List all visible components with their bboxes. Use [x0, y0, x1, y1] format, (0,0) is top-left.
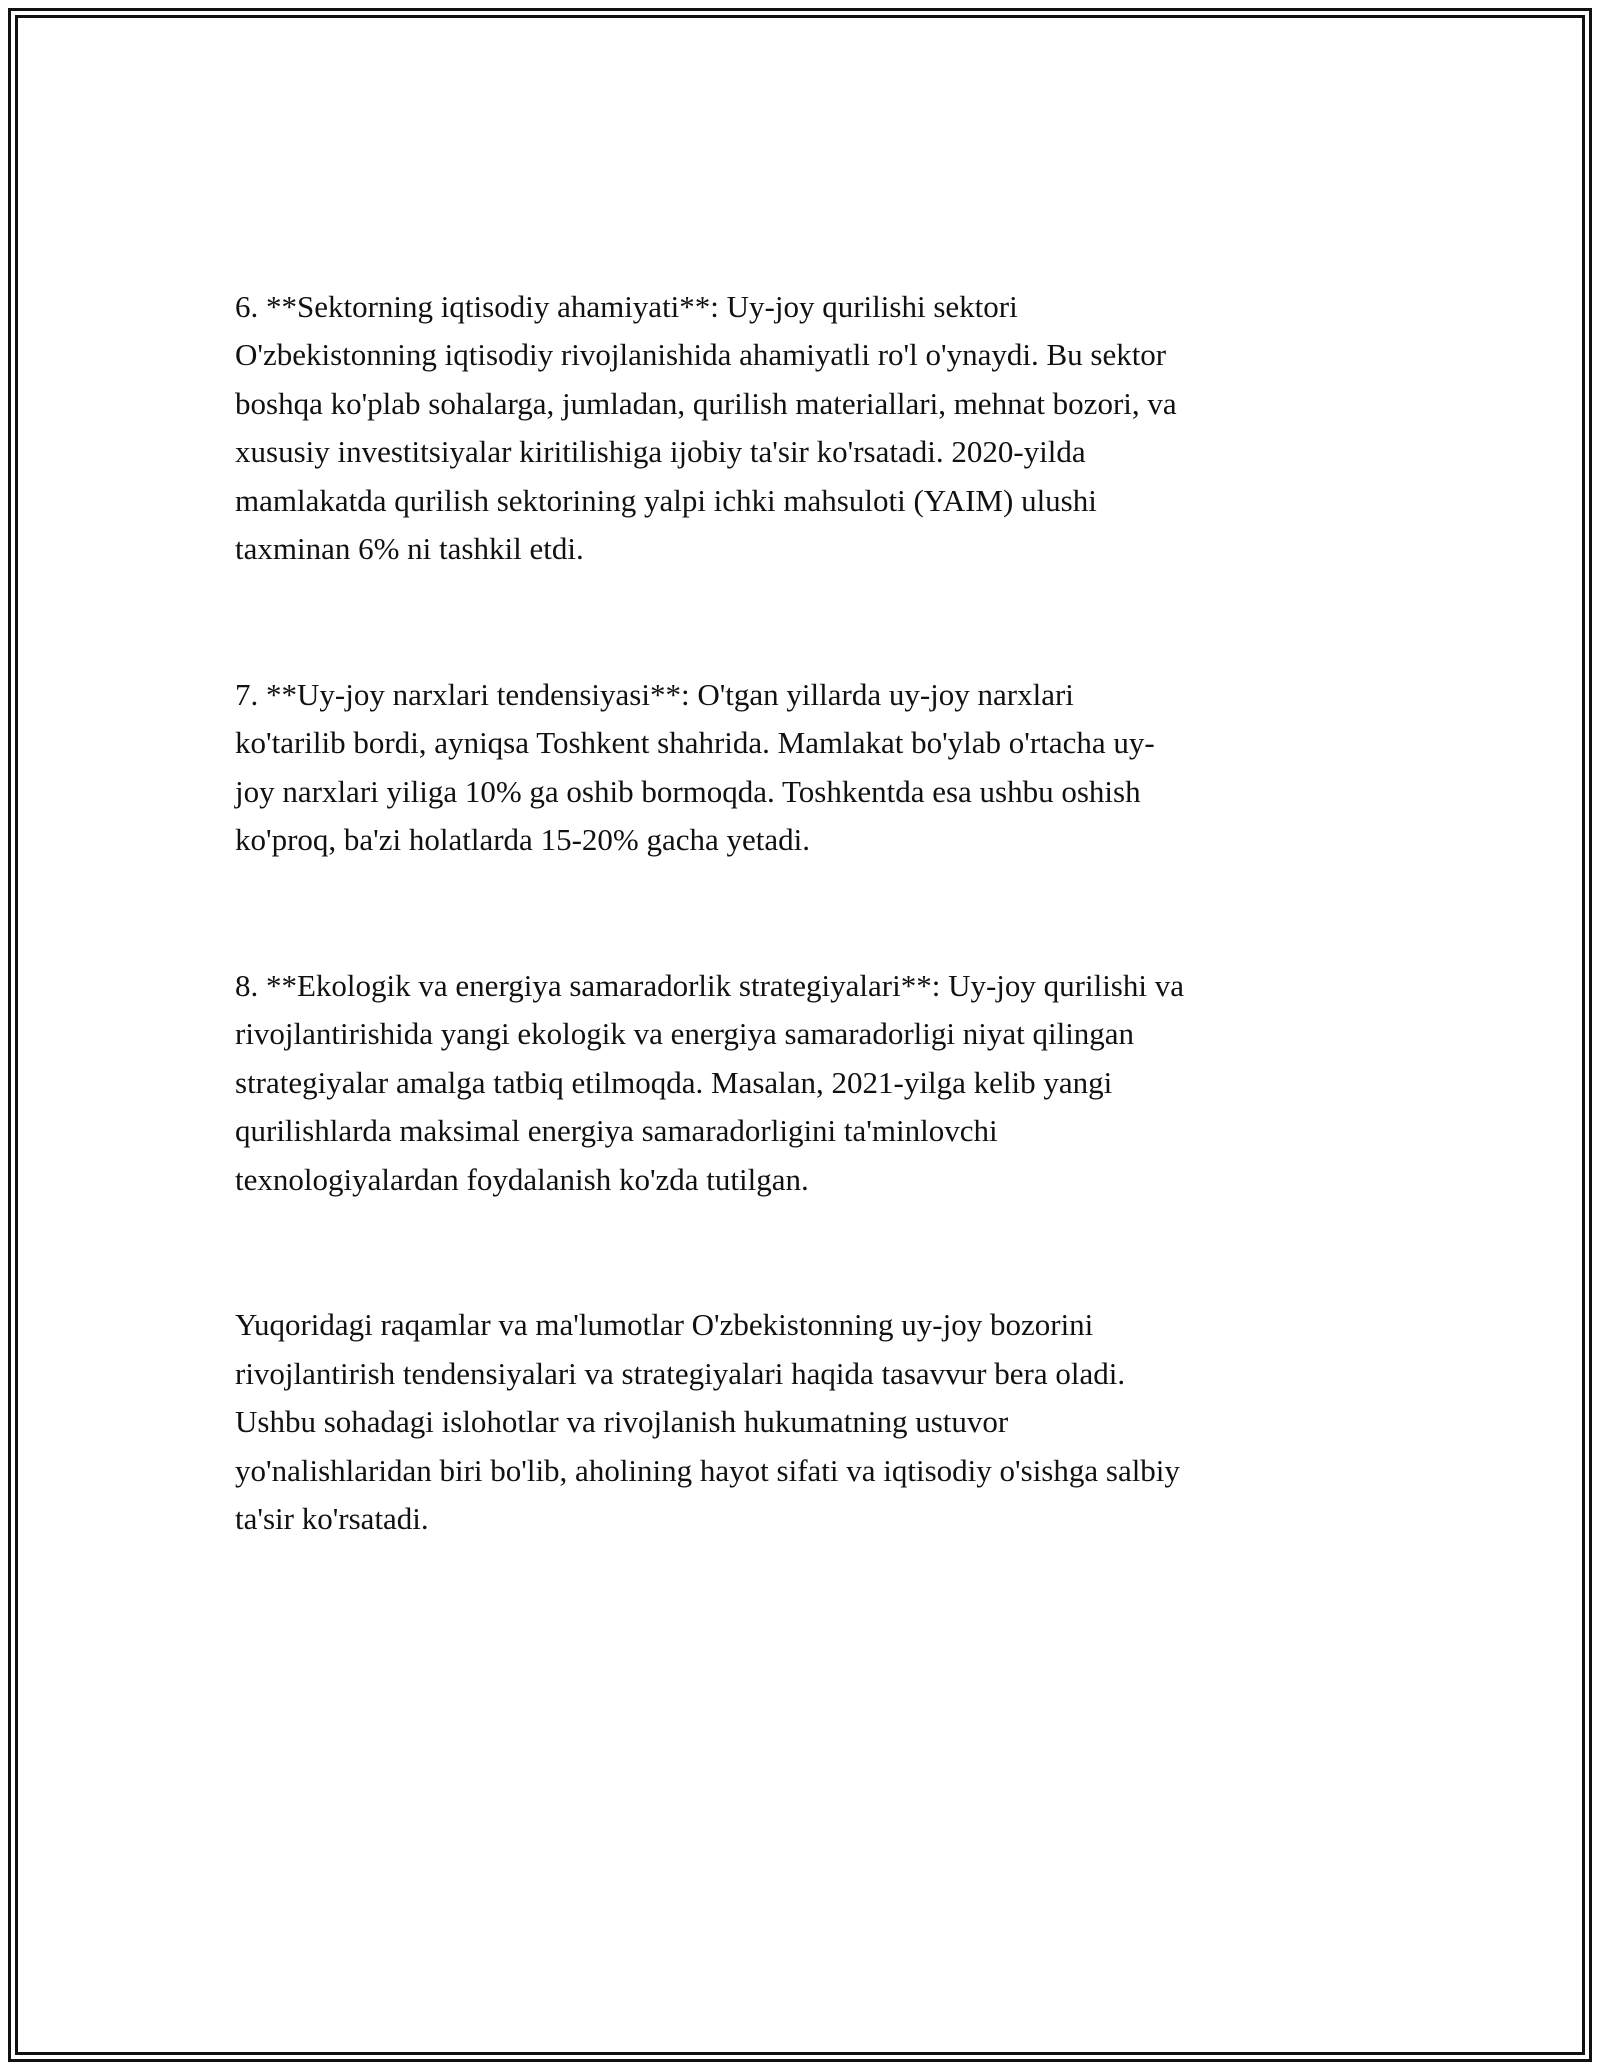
paragraph-conclusion: Yuqoridagi raqamlar va ma'lumotlar O'zbekistonning uy-joy bozorini rivojlantirish tendensiyalari va strategiyalari haqida tasavvur bera oladi. Ushbu sohadagi islohotlar va rivojlanish hukumatning ustuvor yo'nalishlaridan biri bo'lib, aholining hayot sifati va iqtisodiy o'sishga salbiy ta'sir ko'rsatadi. — [235, 1307, 1180, 1536]
paragraph-ecological-energy-strategies: 8. **Ekologik va energiya samaradorlik strategiyalari**: Uy-joy qurilishi va rivojlantirishida yangi ekologik va energiya samaradorligi niyat qilingan strategiyalar amalga tatbiq etilmoqda. Masalan, 2021-yilga kelib yangi qurilishlarda maksimal energiya samaradorligini ta'minlovchi texnologiyalardan foydalanish ko'zda tutilgan. — [235, 967, 1184, 1197]
paragraph-sector-economic-importance: 6. **Sektorning iqtisodiy ahamiyati**: Uy-joy qurilishi sektori O'zbekistonning iqtisodiy rivojlanishida ahamiyatli ro'l o'ynaydi. Bu sektor boshqa ko'plab sohalarga, jumladan, qurilish materiallari, mehnat bozori, va xususiy investitsiyalar kiritilishiga ijobiy ta'sir ko'rsatadi. 2020-yilda mamlakatda qurilish sektorining yalpi ichki mahsuloti (YAIM) ulushi taxminan 6% ni tashkil etdi. — [235, 288, 1177, 566]
paragraph-housing-price-trend: 7. **Uy-joy narxlari tendensiyasi**: O'tgan yillarda uy-joy narxlari ko'tarilib bordi, ayniqsa Toshkent shahrida. Mamlakat bo'ylab o'rtacha uy- joy narxlari yiliga 10% ga oshib bormoqda. Toshkentda esa ushbu oshish ko'proq, ba'zi holatlarda 15-20% gacha yetadi. — [235, 676, 1155, 857]
document-body — [235, 234, 1365, 1641]
